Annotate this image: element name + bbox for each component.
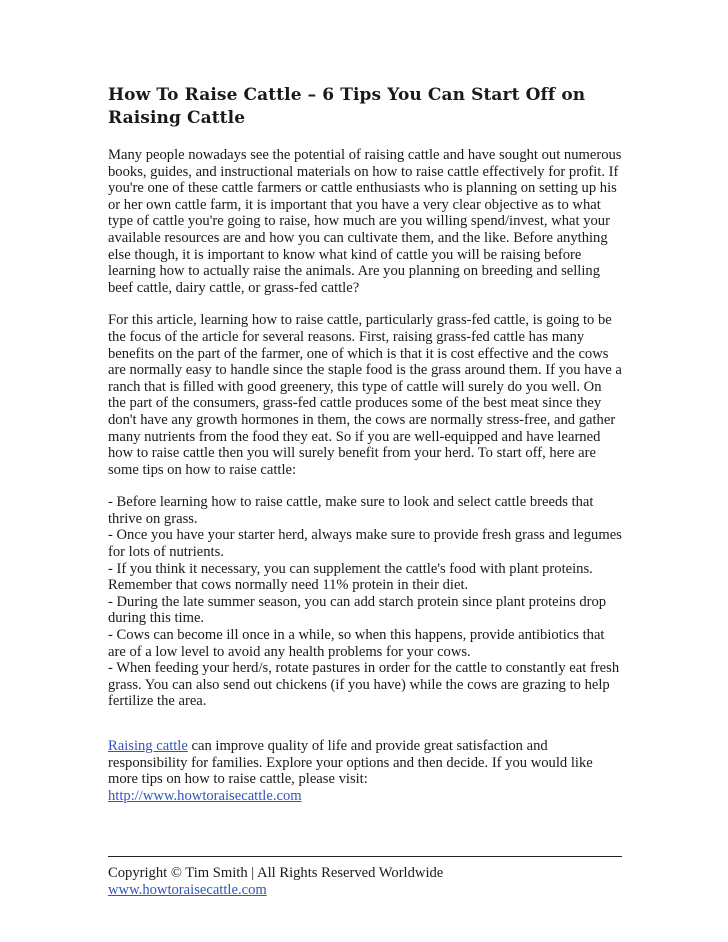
footer-site-link[interactable]: www.howtoraisecattle.com — [108, 882, 267, 898]
article — [108, 84, 622, 820]
footer — [108, 865, 622, 899]
raising-cattle-link[interactable]: Raising cattle — [108, 738, 188, 754]
tip-item: - When feeding your herd/s, rotate pastures in order for the cattle to constantly eat fresh grass. You can also send out chickens (if you have) while the cows are grazing to help fertilize the area. — [108, 660, 620, 710]
tip-item: - Cows can become ill once in a while, so when this happens, provide antibiotics that are of a low level to avoid any health problems for your cows. — [108, 627, 605, 660]
tips-list — [108, 494, 622, 710]
tip-item: - Once you have your starter herd, always make sure to provide fresh grass and legumes for lots of nutrients. — [108, 527, 622, 561]
tip-item: - If you think it necessary, you can supplement the cattle's food with plant proteins. Remember that cows normally need 11% protein in their diet. — [108, 560, 593, 594]
footer-divider — [108, 856, 622, 857]
tip-item: - During the late summer season, you can add starch protein since plant proteins drop during this time. — [108, 593, 607, 627]
paragraph-grass-fed: For this article, learning how to raise cattle, particularly grass-fed cattle, is going to be the focus of the article for several reasons. First, raising grass-fed cattle has many benefits on the part of the farmer, one of which is that it is cost effective and the cows are normally easy to handle since the staple food is the grass around them. If you have a ranch that is filled with good greenery, this type of cattle will surely do you well. On the part of the consumers, grass-fed cattle produces some of the best meat since they don't have any growth hormones in them, the cows are normally stress-free, and gather many nutrients from the food they eat. So if you are well-equipped and have learned how to raise cattle then you will surely benefit from your herd. To start off, here are some tips on how to raise cattle: — [108, 312, 622, 478]
closing-paragraph — [108, 738, 622, 804]
copyright-text: Copyright © Tim Smith | All Rights Reserved Worldwide — [108, 865, 444, 881]
paragraph-intro: Many people nowadays see the potential of raising cattle and have sought out numerous books, guides, and instructional materials on how to raise cattle effectively for profit. If you're one of these cattle farmers or cattle enthusiasts who is planning on setting up his or her own cattle farm, it is important that you have a very clear objective as to what type of cattle you're going to raise, how much are you willing spend/invest, what your available resources are and how you can cultivate them, and the like. Before anything else though, it is important to know what kind of cattle you will be raising before learning how to actually raise the animals. Are you planning on breeding and selling beef cattle, dairy cattle, or grass-fed cattle? — [108, 147, 622, 296]
tip-item: - Before learning how to raise cattle, make sure to look and select cattle breeds that thrive on grass. — [108, 494, 594, 527]
howtoraisecattle-url-link[interactable]: http://www.howtoraisecattle.com — [108, 787, 302, 804]
closing-text: can improve quality of life and provide great satisfaction and responsibility for families. Explore your options and then decide. If you would like more tips on how to raise cattle, please visit: — [108, 738, 593, 788]
article-title: How To Raise Cattle – 6 Tips You Can Start Off on Raising Cattle — [108, 85, 586, 128]
